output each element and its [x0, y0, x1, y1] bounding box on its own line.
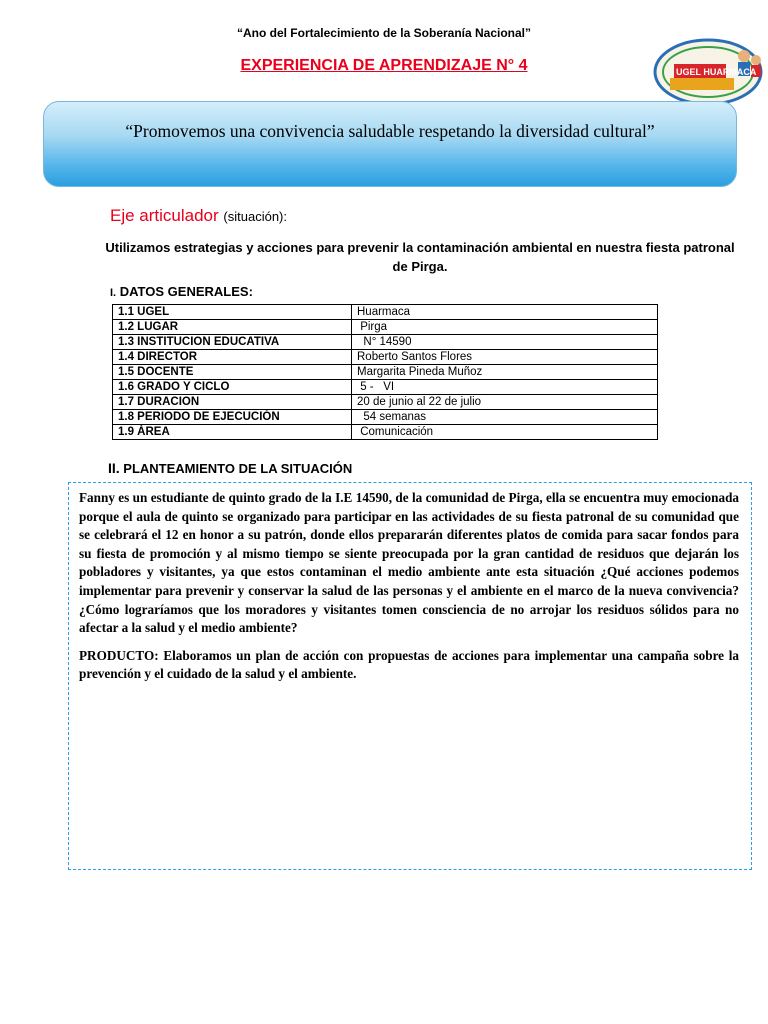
producto-label: PRODUCTO:	[79, 647, 159, 663]
row-value: Comunicación	[352, 425, 658, 440]
row-label: 1.1 UGEL	[113, 305, 352, 320]
row-label: 1.9 ÁREA	[113, 425, 352, 440]
row-label: 1.6 GRADO Y CICLO	[113, 380, 352, 395]
row-value: Huarmaca	[352, 305, 658, 320]
planteamiento-heading	[108, 460, 352, 476]
eje-sublabel: (situación):	[223, 209, 287, 224]
title-banner	[43, 101, 737, 187]
row-label: 1.8 PERIODO DE EJECUCIÓN	[113, 410, 352, 425]
table-row	[113, 335, 658, 350]
table-row	[113, 365, 658, 380]
row-label: 1.4 DIRECTOR	[113, 350, 352, 365]
row-value: 54 semanas	[352, 410, 658, 425]
logo-text: UGEL HUARMACA	[676, 67, 757, 77]
eje-label: Eje articulador	[110, 206, 219, 225]
row-value: 20 de junio al 22 de julio	[352, 395, 658, 410]
section-title: DATOS GENERALES:	[119, 284, 253, 299]
table-row	[113, 425, 658, 440]
section-number: I.	[110, 287, 117, 299]
row-label: 1.5 DOCENTE	[113, 365, 352, 380]
table-row	[113, 395, 658, 410]
datos-generales-heading	[110, 284, 253, 299]
row-value: Roberto Santos Flores	[352, 350, 658, 365]
row-value: N° 14590	[352, 335, 658, 350]
situacion-box-content	[79, 489, 739, 693]
table-row	[113, 380, 658, 395]
producto-text: Elaboramos un plan de acción con propuestas de acciones para implementar una campaña sobre la prevención y el cuidado de la salud y el ambiente.	[79, 647, 739, 682]
document-title: EXPERIENCIA DE APRENDIZAJE N° 4	[240, 57, 528, 74]
situacion-paragraph: Fanny es un estudiante de quinto grado de la I.E 14590, de la comunidad de Pirga, ella se encuentra muy emocionada porque el aula de quinto se organizado para participar en las actividades de su fiesta patronal de su comunidad que se celebrará el 12 en honor a su patrón, donde ellos prepararán diferentes platos de comida para sacar fondos para su fiesta de promoción y al mismo tiempo se siente preocupada por la gran cantidad de residuos que dejarán los pobladores y visitantes, ya que estos contaminan el medio ambiente ante esta situación ¿Qué acciones podemos implementar para prevenir y conservar la salud de las personas y el ambiente en el marco de la nueva convivencia? ¿Cómo lograríamos que los moradores y visitantes tomen consciencia de no arrojar los residuos sólidos para no afectar a la salud y el medio ambiente?	[79, 490, 739, 636]
datos-generales-table	[112, 304, 658, 440]
row-label: 1.2 LUGAR	[113, 320, 352, 335]
table-row	[113, 410, 658, 425]
eje-articulador-heading	[110, 206, 287, 226]
ugel-logo	[652, 38, 768, 106]
banner-text: “Promovemos una convivencia saludable respetando la diversidad cultural”	[125, 121, 655, 141]
table-row	[113, 350, 658, 365]
year-motto: “Ano del Fortalecimiento de la Soberanía Nacional”	[236, 26, 532, 40]
section-title: PLANTEAMIENTO DE LA SITUACIÓN	[123, 461, 353, 476]
situacion-text: Utilizamos estrategias y acciones para prevenir la contaminación ambiental en nuestra fiesta patronal de Pirga.	[105, 240, 735, 274]
table-row	[113, 305, 658, 320]
row-label: 1.7 DURACION	[113, 395, 352, 410]
producto-paragraph	[79, 647, 739, 684]
row-value: Pirga	[352, 320, 658, 335]
row-value: 5 - VI	[352, 380, 658, 395]
row-value: Margarita Pineda Muñoz	[352, 365, 658, 380]
row-label: 1.3 INSTITUCION EDUCATIVA	[113, 335, 352, 350]
table-row	[113, 320, 658, 335]
section-number: II.	[108, 460, 120, 476]
